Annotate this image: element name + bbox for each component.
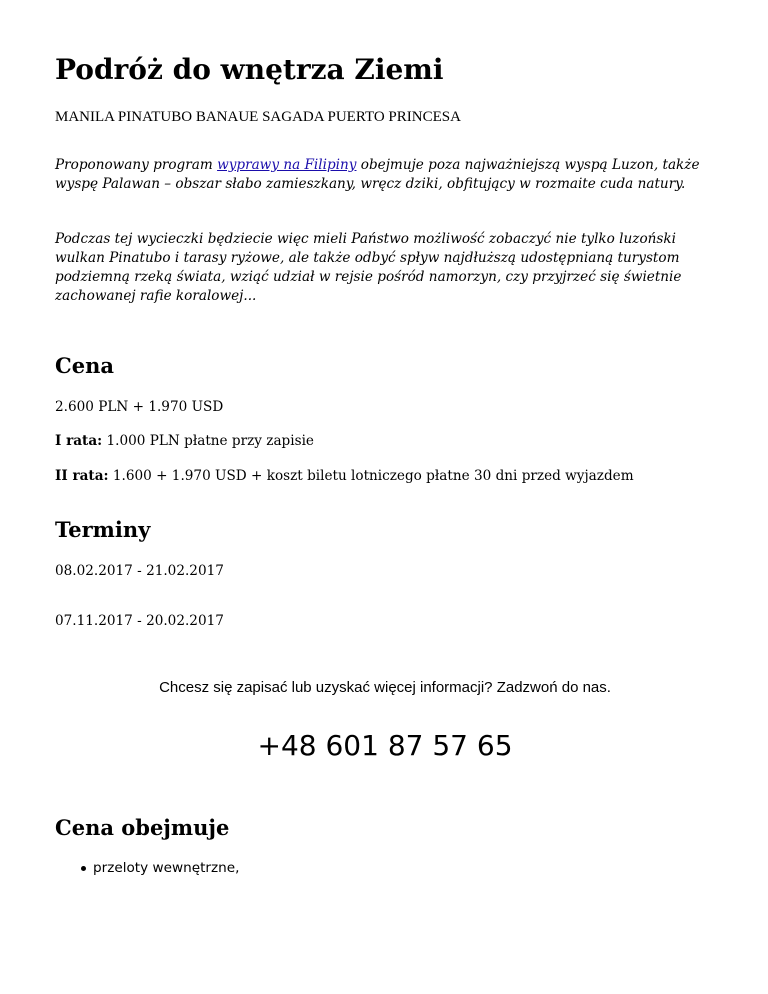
- bullet-icon: [81, 866, 86, 871]
- price-total: 2.600 PLN + 1.970 USD: [55, 399, 224, 415]
- page-title: Podróż do wnętrza Ziemi: [55, 53, 444, 86]
- includes-heading: Cena obejmuje: [55, 815, 230, 840]
- intro-paragraph-1: [55, 156, 715, 194]
- includes-list: [55, 859, 239, 877]
- first-installment-label: I rata:: [55, 433, 103, 449]
- first-installment: [55, 432, 314, 450]
- contact-prompt: Chcesz się zapisać lub uzyskać więcej informacji? Zadzwoń do nas.: [159, 679, 611, 696]
- intro-paragraph-2: Podczas tej wycieczki będziecie więc mieli Państwo możliwość zobaczyć nie tylko luzoński wulkan Pinatubo i tarasy ryżowe, ale także odbyć spływ najdłuższą udostępnianą turystom podziemną rzeką świata, wziąć udział w rejsie pośród namorzyn, czy przyjrzeć się świetnie zachowanej rafie koralowej...: [55, 231, 682, 304]
- date-item: 07.11.2017 - 20.02.2017: [55, 613, 224, 629]
- list-item: [55, 859, 239, 877]
- list-item-text: przeloty wewnętrzne,: [93, 860, 240, 876]
- first-installment-text: 1.000 PLN płatne przy zapisie: [102, 433, 314, 449]
- dates-heading: Terminy: [55, 517, 151, 542]
- date-item: 08.02.2017 - 21.02.2017: [55, 563, 224, 579]
- phone-number[interactable]: +48 601 87 57 65: [257, 729, 513, 762]
- intro-text-after-link: obejmuje poza najważniejszą wyspą Luzon, także wyspę Palawan – obszar słabo zamieszkany, wręcz dziki, obfitujący w rozmaite cuda natury.: [55, 157, 700, 192]
- second-installment-text: 1.600 + 1.970 USD + koszt biletu lotniczego płatne 30 dni przed wyjazdem: [108, 468, 634, 484]
- second-installment: [55, 467, 634, 485]
- places-list: MANILA PINATUBO BANAUE SAGADA PUERTO PRINCESA: [55, 109, 461, 125]
- second-installment-label: II rata:: [55, 468, 109, 484]
- intro-text-before-link: Proponowany program: [55, 157, 218, 173]
- philippines-trip-link[interactable]: wyprawy na Filipiny: [217, 157, 357, 173]
- price-heading: Cena: [55, 353, 114, 378]
